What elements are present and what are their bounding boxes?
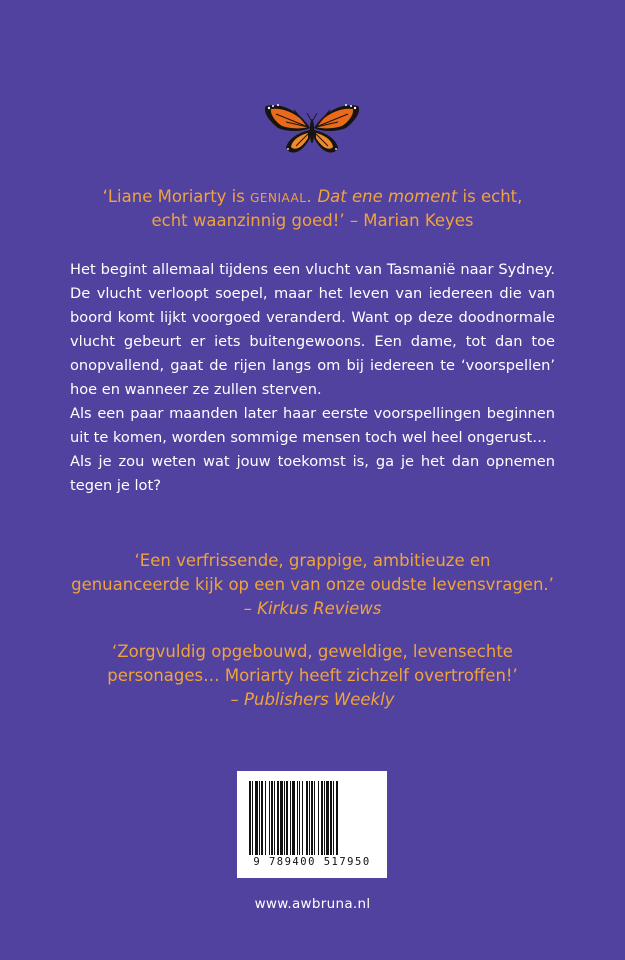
- barcode-bar: [321, 781, 323, 855]
- barcode-bar: [330, 781, 332, 855]
- blurb: [70, 258, 555, 498]
- barcode-bar: [249, 781, 251, 855]
- isbn-number: 9 789400 517950: [253, 856, 371, 868]
- quote-text: genuanceerde kijk op een van onze oudste levensvragen.’: [71, 575, 554, 594]
- quote-dash: –: [230, 690, 245, 709]
- quote-dash: –: [243, 599, 258, 618]
- quote-text: personages… Moriarty heeft zichzelf overtroffen!’: [107, 666, 518, 685]
- barcode-bar: [324, 781, 325, 855]
- barcode-bar: [284, 781, 285, 855]
- barcode: [237, 771, 387, 878]
- quote-emphasis: geniaal.: [250, 187, 313, 206]
- barcode-bar: [265, 781, 266, 855]
- barcode-bar: [290, 781, 291, 855]
- blurb-paragraph: Als een paar maanden later haar eerste voorspellingen beginnen uit te komen, worden sommige mensen toch wel heel ongerust…: [70, 405, 555, 446]
- barcode-bar: [311, 781, 313, 855]
- blurb-paragraph: Het begint allemaal tijdens een vlucht van Tasmanië naar Sydney. De vlucht verloopt soepel, maar het leven van iedereen die van boord komt lijkt voorgoed veranderd. Want op deze doodnormale vlucht gebeurt er iets buitengewoons. Een dame, tot dan toe onopvallend, gaat de rijen langs om bij iedereen te ‘voorspellen’ hoe en wanneer ze zullen sterven.: [70, 261, 555, 398]
- barcode-bar: [271, 781, 273, 855]
- barcode-bar: [261, 781, 263, 855]
- quote-publishers-weekly: [40, 640, 585, 712]
- quote-text: is echt,: [457, 187, 523, 206]
- quote-source: Publishers Weekly: [244, 690, 395, 709]
- barcode-bar: [333, 781, 334, 855]
- barcode-bar: [297, 781, 298, 855]
- barcode-bar: [269, 781, 270, 855]
- quote-source: Kirkus Reviews: [257, 599, 382, 618]
- quote-text: ‘Liane Moriarty is: [102, 187, 251, 206]
- barcode-bars: [249, 781, 375, 855]
- barcode-bar: [255, 781, 258, 855]
- barcode-bar: [277, 781, 279, 855]
- quote-kirkus: [40, 549, 585, 621]
- quote-text: ‘Zorgvuldig opgebouwd, geweldige, levensechte: [112, 642, 513, 661]
- barcode-bar: [318, 781, 319, 855]
- barcode-bar: [252, 781, 253, 855]
- barcode-bar: [309, 781, 310, 855]
- publisher-url[interactable]: www.awbruna.nl: [254, 896, 371, 912]
- barcode-bar: [306, 781, 308, 855]
- barcode-bar: [292, 781, 295, 855]
- barcode-bar: [326, 781, 329, 855]
- quote-text: ‘Een verfrissende, grappige, ambitieuze en: [134, 551, 491, 570]
- barcode-bar: [259, 781, 260, 855]
- barcode-bar: [286, 781, 288, 855]
- butterfly-icon: [262, 98, 362, 160]
- blurb-paragraph: Als je zou weten wat jouw toekomst is, ga je het dan opnemen tegen je lot?: [70, 453, 555, 494]
- quote-text: echt waanzinnig goed!’ – Marian Keyes: [151, 211, 474, 230]
- barcode-bar: [302, 781, 303, 855]
- barcode-bar: [336, 781, 338, 855]
- book-title: Dat ene moment: [317, 187, 458, 206]
- barcode-bar: [299, 781, 300, 855]
- barcode-bar: [274, 781, 275, 855]
- quote-marian-keyes: [40, 185, 585, 233]
- barcode-bar: [314, 781, 315, 855]
- barcode-bar: [280, 781, 283, 855]
